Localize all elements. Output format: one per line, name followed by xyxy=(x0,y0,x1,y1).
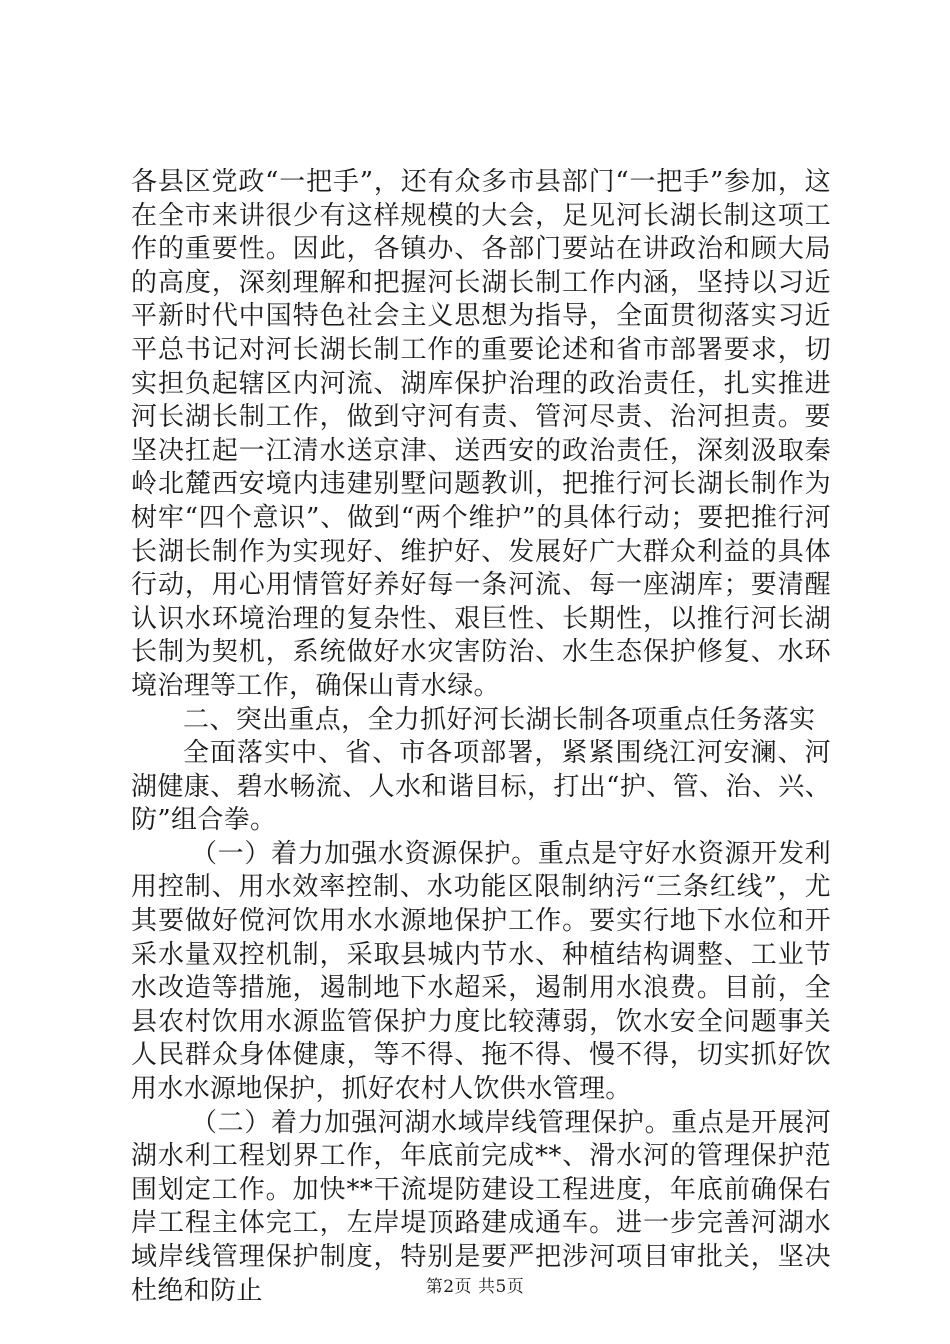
paragraph-section-2-intro: 全面落实中、省、市各项部署，紧紧围绕江河安澜、河湖健康、碧水畅流、人水和谐目标，打出“护、管、治、兴、防”组合拳。 xyxy=(131,738,831,836)
document-body xyxy=(131,166,831,1308)
paragraph-item-1-water-resources: （一）着力加强水资源保护。重点是守好水资源开发利用控制、用水效率控制、水功能区限制纳污“三条红线”，尤其要做好傥河饮用水水源地保护工作。要实行地下水位和开采水量双控机制，采取县城内节水、种植结构调整、工业节水改造等措施，遏制地下水超采，遏制用水浪费。目前，全县农村饮用水源监管保护力度比较薄弱，饮水安全问题事关人民群众身体健康，等不得、拖不得、慢不得，切实抓好饮用水水源地保护，抓好农村人饮供水管理。 xyxy=(131,838,831,1105)
page-number-footer: 第2页 共5页 xyxy=(425,1277,525,1297)
paragraph-item-2-shoreline: （二）着力加强河湖水域岸线管理保护。重点是开展河湖水利工程划界工作，年底前完成**、滑水河的管理保护范围划定工作。加快**干流堤防建设工程进度，年底前确保右岸工程主体完工，左岸堤顶路建成通车。进一步完善河湖水域岸线管理保护制度，特别是要严把涉河项目审批关，坚决杜绝和防止 xyxy=(131,1107,831,1306)
section-heading-2: 二、突出重点，全力抓好河长湖长制各项重点任务落实 xyxy=(183,704,816,735)
paragraph-continuation: 各县区党政“一把手”，还有众多市县部门“一把手”参加，这在全市来讲很少有这样规模的大会，足见河长湖长制这项工作的重要性。因此，各镇办、各部门要站在讲政治和顾大局的高度，深刻理解和把握河长湖长制工作内涵，坚持以习近平新时代中国特色社会主义思想为指导，全面贯彻落实习近平总书记对河长湖长制工作的重要论述和省市部署要求，切实担负起辖区内河流、湖库保护治理的政治责任，扎实推进河长湖长制工作，做到守河有责、管河尽责、治河担责。要坚决扛起一江清水送京津、送西安的政治责任，深刻汲取秦岭北麓西安境内违建别墅问题教训，把推行河长湖长制作为树牢“四个意识”、做到“两个维护”的具体行动；要把推行河长湖长制作为实现好、维护好、发展好广大群众利益的具体行动，用心用情管好养好每一条河流、每一座湖库；要清醒认识水环境治理的复杂性、艰巨性、长期性，以推行河长湖长制为契机，系统做好水灾害防治、水生态保护修复、水环境治理等工作，确保山青水绿。 xyxy=(131,167,831,701)
